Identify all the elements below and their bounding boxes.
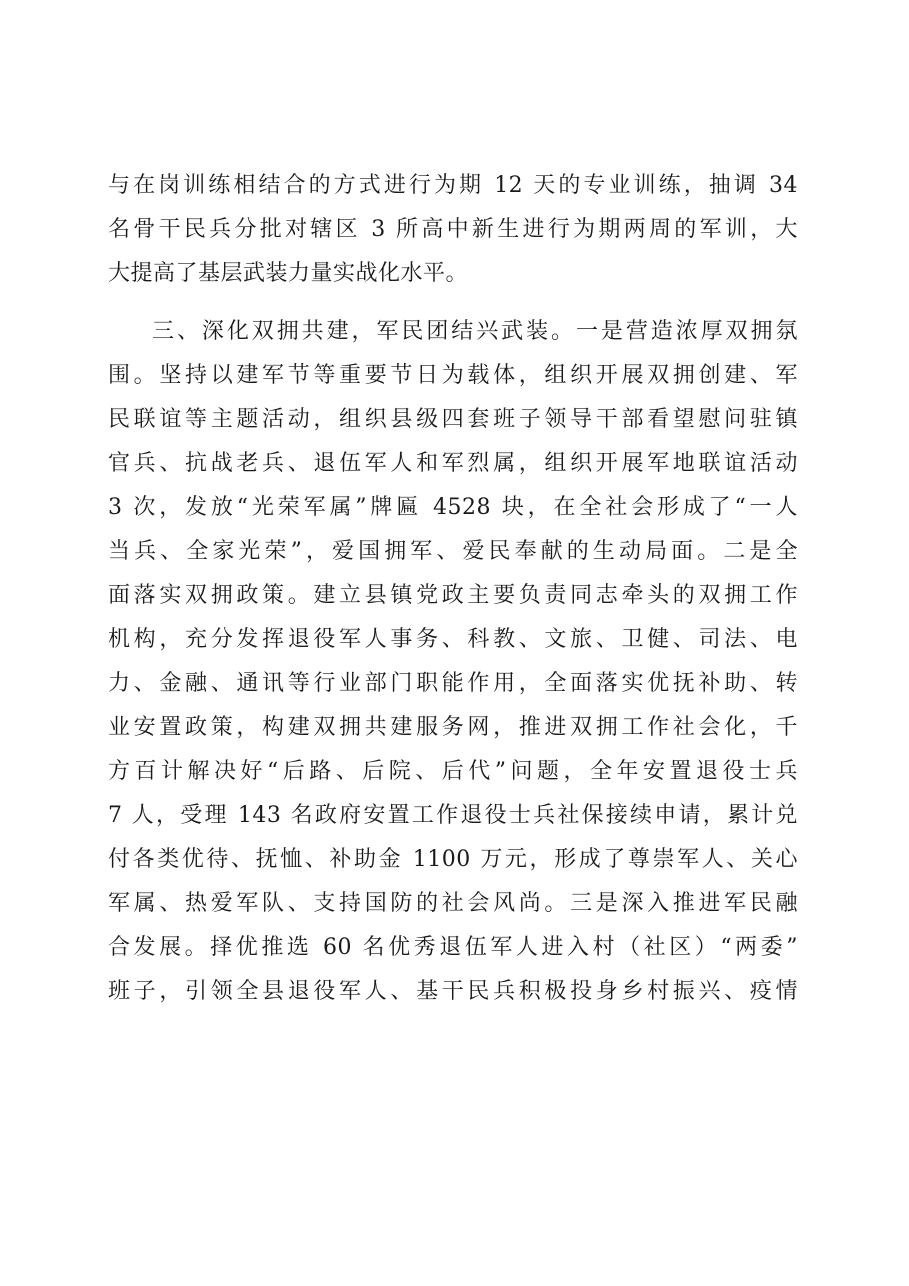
text-line: 7 人，受理 143 名政府安置工作退役士兵社保接续申请，累计兑 bbox=[108, 803, 798, 828]
text-line: 与在岗训练相结合的方式进行为期 12 天的专业训练，抽调 34 bbox=[108, 173, 798, 198]
text-line: 军属、热爱军队、支持国防的社会风尚。三是深入推进军民融 bbox=[108, 891, 798, 916]
text-line: 当兵、全家光荣”，爱国拥军、爱民奉献的生动局面。二是全 bbox=[108, 539, 798, 564]
paragraph-1 bbox=[108, 164, 798, 296]
document-body bbox=[108, 164, 798, 1014]
paragraph-spacer bbox=[108, 296, 798, 310]
text-line: 方百计解决好“后路、后院、后代”问题，全年安置退役士兵 bbox=[108, 759, 798, 784]
text-line: 业安置政策，构建双拥共建服务网，推进双拥工作社会化，千 bbox=[108, 715, 798, 740]
text-line: 机构，充分发挥退役军人事务、科教、文旅、卫健、司法、电 bbox=[108, 627, 798, 652]
text-line: 名骨干民兵分批对辖区 3 所高中新生进行为期两周的军训，大 bbox=[108, 217, 798, 242]
text-line: 合发展。择优推选 60 名优秀退伍军人进入村（社区）“两委” bbox=[108, 935, 798, 960]
text-line: 大提高了基层武装力量实战化水平。 bbox=[108, 261, 469, 286]
text-line: 面落实双拥政策。建立县镇党政主要负责同志牵头的双拥工作 bbox=[108, 583, 798, 608]
paragraph-2 bbox=[108, 310, 798, 1014]
text-line: 围。坚持以建军节等重要节日为载体，组织开展双拥创建、军 bbox=[108, 363, 798, 388]
text-line: 民联谊等主题活动，组织县级四套班子领导干部看望慰问驻镇 bbox=[108, 407, 798, 432]
text-line-indented: 三、深化双拥共建，军民团结兴武装。一是营造浓厚双拥氛 bbox=[152, 319, 798, 344]
text-line: 官兵、抗战老兵、退伍军人和军烈属，组织开展军地联谊活动 bbox=[108, 451, 798, 476]
text-line: 班子，引领全县退役军人、基干民兵积极投身乡村振兴、疫情 bbox=[108, 979, 798, 1004]
text-line: 付各类优待、抚恤、补助金 1100 万元，形成了尊崇军人、关心 bbox=[108, 847, 798, 872]
text-line: 3 次，发放“光荣军属”牌匾 4528 块，在全社会形成了“一人 bbox=[108, 495, 798, 520]
text-line: 力、金融、通讯等行业部门职能作用，全面落实优抚补助、转 bbox=[108, 671, 798, 696]
